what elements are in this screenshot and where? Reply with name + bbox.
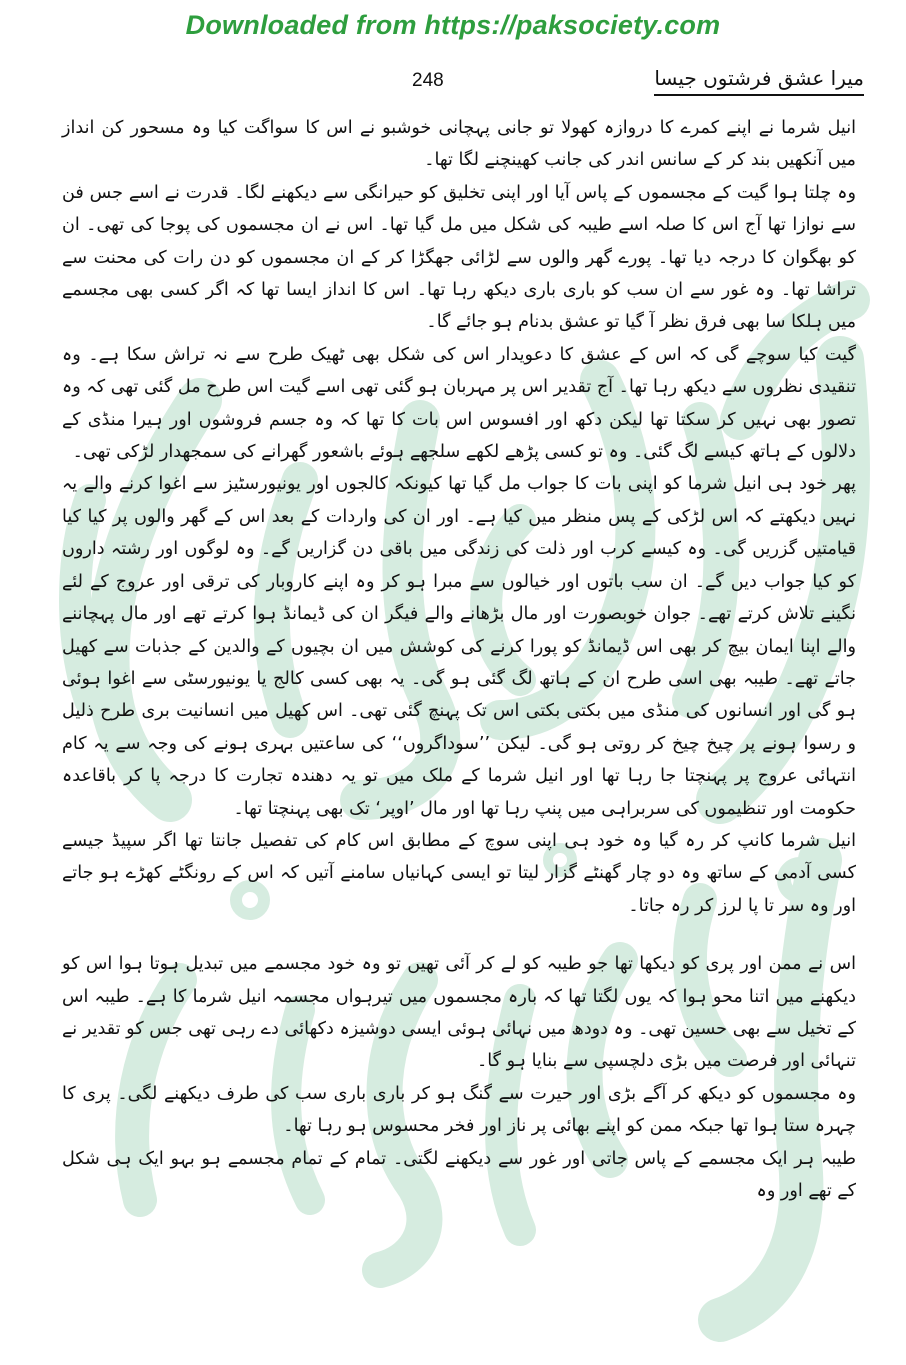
paragraph: انیل شرما نے اپنے کمرے کا دروازہ کھولا تو جانی پہچانی خوشبو نے اس کا سواگت کیا وہ مسحور کن انداز میں آنکھیں بند کر کے سانس اندر کی جانب کھینچنے لگا تھا۔ xyxy=(62,118,856,171)
paragraph: وہ چلتا ہوا گیت کے مجسموں کے پاس آیا اور اپنی تخلیق کو حیرانگی سے دیکھنے لگا۔ قدرت نے اسے جس فن سے نوازا تھا آج اس کا صلہ اسے طیبہ کی شکل میں مل گیا تھا۔ اس نے ان مجسموں کی پوجا کی تھی۔ ان کو بھگوان کا درجہ دیا تھا۔ پورے گھر والوں سے لڑائی جھگڑا کر کے ان مجسموں کو دن رات کی محنت سے تراشا تھا۔ وہ غور سے ان سب کو باری باری دیکھ رہا تھا۔ اس کا انداز ایسا تھا کہ اگر کسی بھی مجسمے میں ہلکا سا بھی فرق نظر آ گیا تو عشق بدنام ہو جائے گا۔ xyxy=(62,182,856,333)
paragraph: اس نے ممن اور پری کو دیکھا تھا جو طیبہ کو لے کر آئی تھیں تو وہ خود مجسمے میں تبدیل ہوتا ہوا اس کو دیکھنے میں اتنا محو ہوا کہ یوں لگتا تھا کہ بارہ مجسموں میں تیرہواں مجسمہ انیل شرما کا ہے۔ طیبہ اس کے تخیل سے بھی حسین تھی۔ وہ دودھ میں نہائی ہوئی ایسی دوشیزہ دکھائی دے رہی تھی جس کو تقدیر نے تنہائی اور فرصت میں بڑی دلچسپی سے بنایا ہو گا۔ xyxy=(62,954,856,1072)
paragraph: انیل شرما کانپ کر رہ گیا وہ خود ہی اپنی سوچ کے مطابق اس کام کی تفصیل جانتا تھا اگر سپیڈ جیسے کسی آدمی کے ساتھ وہ دو چار گھنٹے گزار لیتا تو ایسی کہانیاں سامنے آتیں کہ اس کے رونگٹے کھڑے ہو جاتے اور وہ سر تا پا لرز کر رہ جاتا۔ xyxy=(62,830,856,916)
paragraph: پھر خود ہی انیل شرما کو اپنی بات کا جواب مل گیا تھا کیونکہ کالجوں اور یونیورسٹیز سے اغوا کرنے والے یہ نہیں دیکھتے کہ اس لڑکی کے پس منظر میں کیا ہے۔ اور ان کی واردات کے بعد اس کے گھر والوں پر کیا کیا قیامتیں گزریں گی۔ وہ کیسے کرب اور ذلت کی زندگی میں باقی دن گزاریں گے۔ وہ لوگوں اور رشتہ داروں کو کیا جواب دیں گے۔ ان سب باتوں اور خیالوں سے مبرا ہو کر وہ اپنے کاروبار کی ترقی اور عروج کے لئے نگینے تلاش کرتے تھے۔ جوان خوبصورت اور مال بڑھانے والے فیگر ان کی ڈیمانڈ ہوا کرتے تھے اور مال پہچاننے والے اپنا ایمان بیچ کر بھی اس ڈیمانڈ کو پورا کرنے کی کوشش میں ان بچیوں کے والدین کے جذبات سے کھیل جاتے تھے۔ طیبہ بھی اسی طرح ان کے ہاتھ لگ گئی ہو گی۔ یہ بھی کسی کالج یا یونیورسٹی سے اغوا ہوئی ہو گی اور انسانوں کی منڈی میں بکتی بکتی اس تک پہنچ گئی تھی۔ اس کھیل میں انسانیت بری طرح ذلیل و رسوا ہونے پر چیخ چیخ کر روتی ہو گی۔ لیکن ’’سوداگروں‘‘ کی ساعتیں بہری ہونے کی وجہ سے یہ کام انتہائی عروج پر پہنچتا جا رہا تھا اور انیل شرما کے ملک میں تو یہ دھندہ تجارت کا درجہ پا کر باقاعدہ حکومت اور تنظیموں کی سربراہی میں پنپ رہا تھا اور مال ’اوپر‘ تک بھی پہنچتا تھا۔ xyxy=(62,474,856,819)
body-text xyxy=(62,112,856,1207)
download-banner: Downloaded from https://paksociety.com xyxy=(185,10,721,40)
running-title: میرا عشق فرشتوں جیسا xyxy=(654,64,864,96)
page-number: 248 xyxy=(412,70,444,91)
paragraph: طیبہ ہر ایک مجسمے کے پاس جاتی اور غور سے دیکھنے لگتی۔ تمام کے تمام مجسمے ہو بہو ایک ہی شکل کے تھے اور وہ xyxy=(62,1148,856,1201)
paragraph: وہ مجسموں کو دیکھ کر آگے بڑی اور حیرت سے گنگ ہو کر باری باری سب کی طرف دیکھنے لگی۔ پری کا چہرہ ستا ہوا تھا جبکہ ممن کو اپنے بھائی پر ناز اور فخر محسوس ہو رہا تھا۔ xyxy=(62,1083,856,1137)
paragraph: گیت کیا سوچے گی کہ اس کے عشق کا دعویدار اس کی شکل بھی ٹھیک طرح سے نہ تراش سکا ہے۔ وہ تنقیدی نظروں سے دیکھ رہا تھا۔ آج تقدیر اس پر مہربان ہو گئی تھی اسے گیت اس طرح مل گئی تھی کہ وہ تصور بھی نہیں کر سکتا تھا لیکن دکھ اور افسوس اس بات کا تھا کہ وہ جسم فروشوں اور ہیرا منڈی کے دلالوں کے ہاتھ کیسے لگ گئی۔ وہ تو کسی پڑھے لکھے سلجھے ہوئے باشعور گھرانے کی سمجھدار لڑکی تھی۔ xyxy=(62,344,856,463)
